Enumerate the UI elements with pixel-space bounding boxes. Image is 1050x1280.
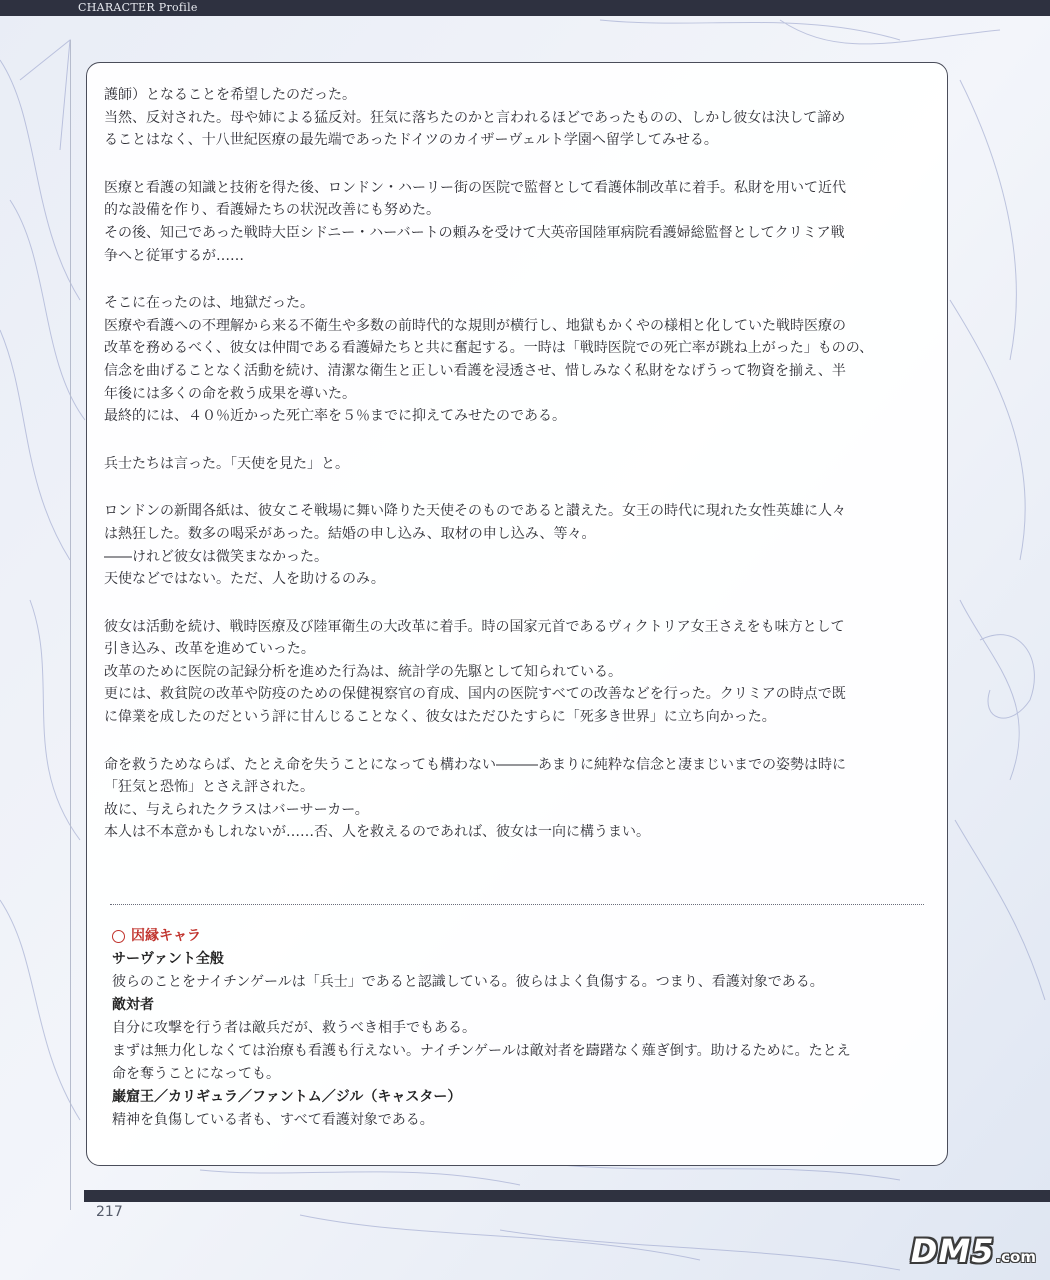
site-watermark (911, 1232, 1036, 1270)
text-line: 年後には多くの命を救う成果を導いた。 (104, 385, 356, 402)
text-line: 改革を務めるべく、彼女は仲間である看護婦たちと共に奮起する。一時は「戦時医院での死亡率が跳ね上がった」ものの、 (104, 340, 874, 357)
related-characters-list (112, 948, 932, 1132)
text-line: 医療と看護の知識と技術を得た後、ロンドン・ハーリー街の医院で監督として看護体制改革に着手。私財を用いて近代 (104, 179, 846, 196)
text-line: は熱狂した。数多の喝采があった。結婚の申し込み、取材の申し込み、等々。 (104, 525, 596, 542)
paragraph (104, 754, 934, 844)
text-line: 「狂気と恐怖」とさえ評された。 (104, 779, 314, 796)
related-character-description: 命を奪うことになっても。 (112, 1066, 280, 1082)
text-line: 彼女は活動を続け、戦時医療及び陸軍衛生の大改革に着手。時の国家元首であるヴィクトリア女王さえをも味方として (104, 618, 845, 635)
header-label: CHARACTER Profile (78, 1, 198, 14)
text-line: 引き込み、改革を進めていった。 (104, 641, 315, 658)
paragraph (104, 500, 934, 590)
bottom-bar (84, 1190, 1050, 1202)
watermark-logo-text: DM5 (910, 1232, 995, 1270)
text-line: 信念を曲げることなく活動を続け、清潔な衛生と正しい看護を浸透させ、惜しみなく私財をなげうって物資を揃え、半 (104, 362, 846, 379)
related-characters-section (112, 924, 932, 1132)
text-line: 本人は不本意かもしれないが……否、人を救えるのであれば、彼女は一向に構うまい。 (104, 824, 650, 841)
text-line: 更には、救貧院の改革や防疫のための保健視察官の育成、国内の医院すべての改善などを行った。クリミアの時点で既 (104, 686, 846, 703)
text-line: 的な設備を作り、看護婦たちの状況改善にも努めた。 (104, 202, 440, 219)
related-characters-title: 因縁キャラ (131, 928, 201, 944)
text-line: 命を救うためならば、たとえ命を失うことになっても構わない―――あまりに純粋な信念と凄まじいまでの姿勢は時に (104, 756, 846, 773)
paragraph (104, 84, 934, 152)
text-line: 兵士たちは言った。「天使を見た」と。 (104, 455, 349, 472)
related-characters-heading (112, 924, 932, 948)
text-line: ――けれど彼女は微笑まなかった。 (104, 548, 328, 565)
paragraph (104, 616, 934, 729)
dotted-divider (110, 904, 924, 905)
circle-bullet-icon (112, 930, 125, 943)
related-character-description: 精神を負傷している者も、すべて看護対象である。 (112, 1112, 434, 1128)
paragraph (104, 453, 934, 476)
text-line: 最終的には、４０％近かった死亡率を５％までに抑えてみせたのである。 (104, 408, 566, 425)
text-line: 改革のために医院の記録分析を進めた行為は、統計学の先駆として知られている。 (104, 663, 622, 680)
related-character-name: 巌窟王／カリギュラ／ファントム／ジル（キャスター） (112, 1089, 462, 1105)
text-line: に偉業を成したのだという評に甘んじることなく、彼女はただひたすらに「死多き世界」に立ち向かった。 (104, 709, 776, 726)
watermark-domain-text: .com (995, 1248, 1036, 1266)
related-character-description: 自分に攻撃を行う者は敵兵だが、救うべき相手でもある。 (112, 1020, 476, 1036)
left-margin-rule (70, 40, 71, 1210)
text-line: ロンドンの新聞各紙は、彼女こそ戦場に舞い降りた天使そのものであると讃えた。女王の時代に現れた女性英雄に人々 (104, 503, 846, 520)
page-number: 217 (96, 1204, 123, 1220)
paragraph (104, 292, 934, 428)
text-line: 護師）となることを希望したのだった。 (104, 87, 356, 103)
text-line: ることはなく、十八世紀医療の最先端であったドイツのカイザーヴェルト学園へ留学してみせる。 (104, 132, 718, 149)
profile-body-text (104, 84, 934, 869)
text-line: その後、知己であった戦時大臣シドニー・ハーバートの頼みを受けて大英帝国陸軍病院看護婦総監督としてクリミア戦 (104, 224, 845, 241)
related-character-description: まずは無力化しなくては治療も看護も行えない。ナイチンゲールは敵対者を躊躇なく薙ぎ倒す。助けるために。たとえ (112, 1043, 851, 1059)
paragraph (104, 177, 934, 267)
text-line: 故に、与えられたクラスはバーサーカー。 (104, 801, 369, 818)
text-line: 天使などではない。ただ、人を助けるのみ。 (104, 571, 385, 588)
related-character-name: サーヴァント全般 (112, 951, 224, 967)
related-character-description: 彼らのことをナイチンゲールは「兵士」であると認識している。彼らはよく負傷する。つまり、看護対象である。 (112, 974, 824, 990)
text-line: 医療や看護への不理解から来る不衛生や多数の前時代的な規則が横行し、地獄もかくやの様相と化していた戦時医療の (104, 317, 846, 334)
text-line: 争へと従軍するが…… (104, 247, 244, 264)
text-line: そこに在ったのは、地獄だった。 (104, 295, 314, 312)
related-character-name: 敵対者 (112, 997, 154, 1013)
text-line: 当然、反対された。母や姉による猛反対。狂気に落ちたのかと言われるほどであったものの、しかし彼女は決して諦め (104, 109, 846, 126)
